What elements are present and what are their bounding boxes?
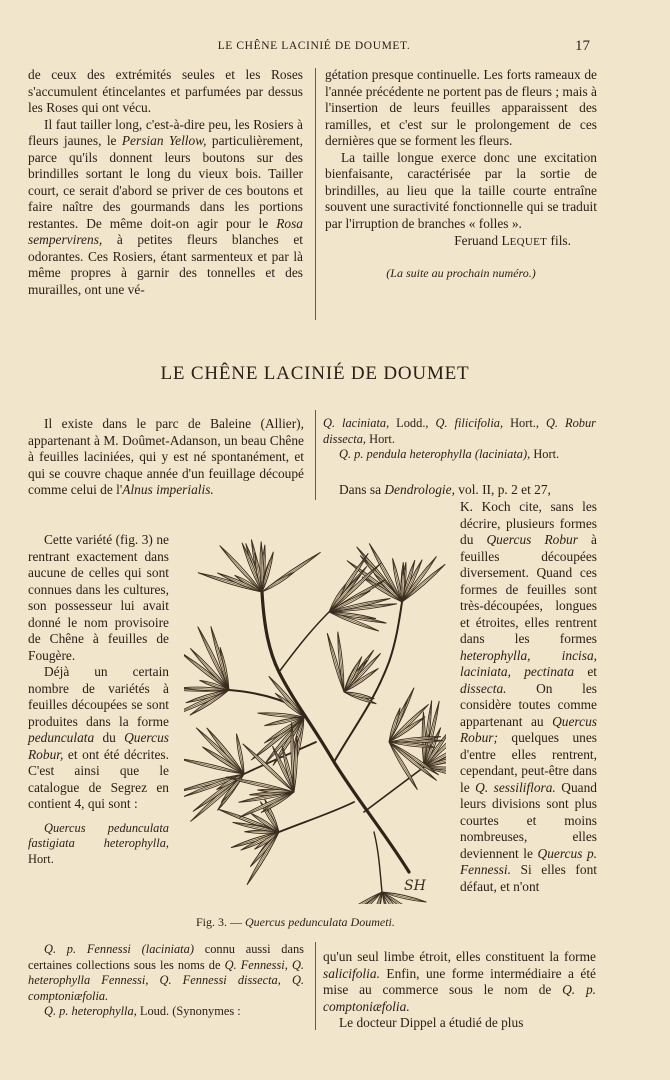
right-column-bottom: [323, 949, 596, 1032]
page-number: 17: [575, 38, 590, 54]
paragraph: de ceux des extrémités seules et les Roses s'accumulent étincelantes et parfumées par dessus les Roses qui ont vécu.: [28, 67, 303, 115]
list-item: Quercus pedunculata fastigiata heterophylla, Hort.: [28, 820, 169, 866]
list-item: Q. p. Fennessi (laciniata) connu aussi dans certaines collections sous les noms de Q. Fennessi, Q. heterophylla Fennessi, Q. Fennessi dissecta, Q. comptoniæfolia.: [28, 942, 304, 1003]
paragraph: qu'un seul limbe étroit, elles constituent la forme salicifolia. Enfin, une forme intermédiaire a été mise au commerce sous le nom de Q. p. comptoniæfolia.: [323, 949, 596, 1014]
top-left-column: [28, 67, 303, 298]
continuation-note: (La suite au prochain numéro.): [386, 265, 536, 280]
paragraph: K. Koch cite, sans les décrire, plusieurs formes du Quercus Robur à feuilles découpées diversement. Quand ces formes de feuilles sont très-découpées, longues et étroites, elles rentrent dans les formes heterophylla, incisa, laciniata, pectinata et dissecta. On les considère toutes comme appartenant au Quercus Robur; quelques unes d'entre elles rentrent, cependant, peut-être dans le Q. sessiliflora. Quand leurs divisions sont plus courtes et moins nombreuses, elles deviennent le Quercus p. Fennessi. Si elles font défaut, et n'ont: [460, 499, 597, 894]
figure-caption: Fig. 3. — Quercus pedunculata Doumeti.: [196, 915, 395, 929]
paragraph: Déjà un certain nombre de variétés à feuilles découpées se sont produites dans la forme pedunculata du Quercus Robur, et ont été décrites. C'est ainsi que le catalogue de Segrez en contient 4, qui sont :: [28, 664, 169, 811]
right-column-dendrologie: [323, 482, 596, 499]
list-item: Q. p. heterophylla, Loud. (Synonymes :: [44, 1004, 241, 1018]
paragraph: Dans sa Dendrologie, vol. II, p. 2 et 27,: [339, 482, 551, 497]
right-column-synonyms: [323, 416, 596, 463]
paragraph: Il existe dans le parc de Baleine (Allier), appartenant à M. Doûmet-Adanson, un beau Chêne à feuilles laciniées, qui y est né spontanément, et qui se couvre chaque année d'un feuillage découpé comme celui de l'Alnus imperialis.: [28, 416, 304, 497]
paragraph: gétation presque continuelle. Les forts rameaux de l'année précédente ne portent pas de fleurs ; mais à l'insertion de leurs feuilles apparaissent des ramilles, et c'est sur le prolongement de ces dernières que se forment les fleurs.: [325, 67, 597, 148]
column-rule: [315, 942, 316, 1030]
paragraph: Il faut tailler long, c'est-à-dire peu, les Rosiers à fleurs jaunes, le Persian Yellow, particulièrement, parce qu'ils donnent leurs boutons sur des brindilles sortant le long du vieux bois. Tailler court, ce serait d'abord se priver de ces boutons et faire naître des gourmands dans les portions restantes. De même doit-on agir pour le Rosa sempervirens, à petites fleurs blanches et odorantes. Ces Rosiers, étant sarmenteux et par là même propres à garnir des tonnelles et des murailles, ont une vé-: [28, 116, 303, 297]
column-rule: [315, 410, 316, 500]
column-rule: [315, 68, 316, 320]
synonym-list: Q. laciniata, Lodd., Q. filicifolia, Hort., Q. Robur dissecta, Hort.: [323, 416, 596, 446]
left-column-intro: [28, 416, 304, 499]
left-column-narrow: [28, 532, 169, 867]
right-column-narrow: [460, 499, 597, 895]
left-column-bottom: [28, 942, 304, 1020]
engraver-signature: SH: [404, 878, 426, 894]
oak-branch-illustration: [184, 512, 446, 904]
author-signature: Feruand LEQUET fils.: [454, 233, 571, 248]
leaf-vein: [338, 892, 382, 904]
synonym-list: Q. p. pendula heterophylla (laciniata), Hort.: [339, 447, 560, 461]
paragraph: La taille longue exerce donc une excitation bienfaisante, caractérisée par la sortie de brindilles, au lieu que la taille courte entraîne souvent une suractivité fonctionnelle qui se traduit par l'irruption de branches « folles ».: [325, 149, 597, 231]
paragraph: Cette variété (fig. 3) ne rentrant exactement dans aucune de celles qui sont connues dans les cultures, son possesseur lui avait donné le nom provisoire de Chêne à feuilles de Fougère.: [28, 532, 169, 663]
top-right-column: [325, 67, 597, 281]
article-title: LE CHÊNE LACINIÉ DE DOUMET: [160, 363, 470, 384]
running-header: LE CHÊNE LACINIÉ DE DOUMET.: [217, 40, 411, 52]
paragraph: Le docteur Dippel a étudié de plus: [339, 1015, 524, 1030]
